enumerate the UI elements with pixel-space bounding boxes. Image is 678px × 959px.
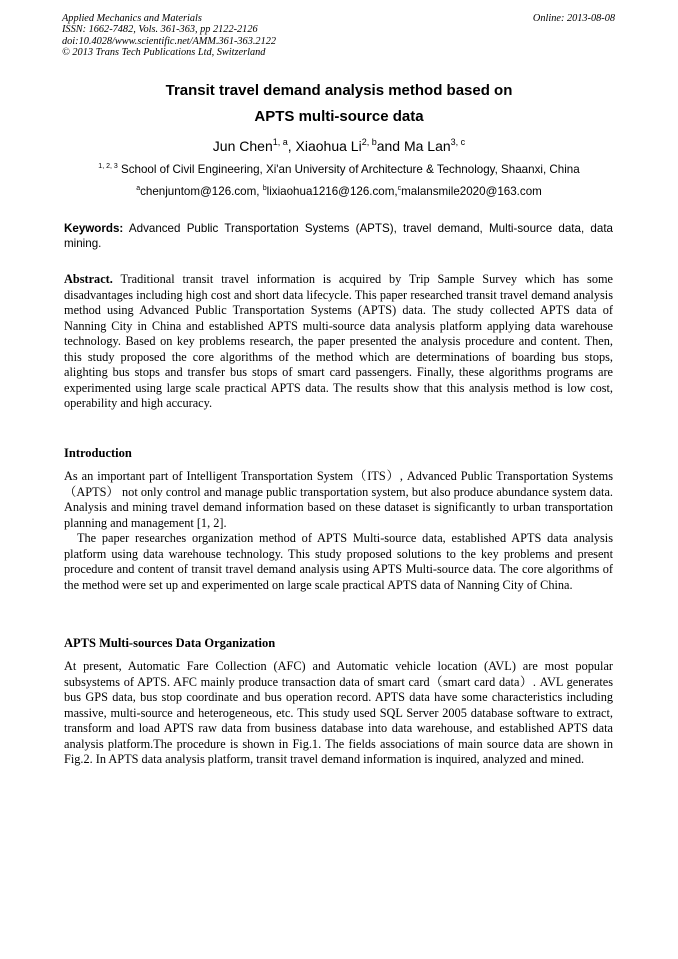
- email-b-sup: b: [262, 185, 267, 192]
- affiliation: [40, 162, 638, 178]
- paper-title: [40, 78, 638, 130]
- author-3-sup: 3, c: [450, 137, 466, 147]
- apts-section-heading: APTS Multi-sources Data Organization: [64, 636, 276, 650]
- keywords-text: Advanced Public Transportation Systems (APTS), travel demand, Multi-source data, data mining.: [64, 222, 613, 250]
- abstract-text: Traditional transit travel information is acquired by Trip Sample Survey which has some disadvantages including high cost and short data lifecycle. This paper researched transit travel demand analysis method using Advanced Public Transportation Systems (APTS) data. The study collected APTS data of Nanning City in China and established APTS multi-source data analysis platform applying data warehouse technology. Based on key problems research, the paper presented the analysis procedure and content. Then, this study proposed the core algorithms of the method which are determinations of boarding bus stops, alighting bus stops and transfer bus stops of smart card passengers. Finally, these algorithms programs are experimented using large scale practical APTS data. The results show that this analysis method is low cost, operability and high accuracy.: [64, 272, 613, 410]
- email-a: chenjuntom@126.com,: [140, 185, 263, 198]
- email-c-sup: c: [397, 185, 402, 192]
- journal-header: [62, 13, 615, 59]
- introduction-paragraph-1: As an important part of Intelligent Transportation System（ITS）, Advanced Public Transportation Systems （APTS） not only control and manage public transportation system, but also produce abundance system data. Analysis and mining travel demand information based on these dataset is significantly to urban transportation planning and management [1, 2].: [64, 469, 613, 530]
- copyright-line: © 2013 Trans Tech Publications Ltd, Switzerland: [62, 47, 266, 59]
- author-list: [40, 136, 638, 156]
- email-b: lixiaohua1216@126.com,: [266, 185, 398, 198]
- abstract: [64, 272, 613, 412]
- title-line-1: Transit travel demand analysis method based on: [165, 82, 513, 99]
- email-a-sup: a: [136, 185, 141, 192]
- introduction-heading: Introduction: [64, 446, 132, 460]
- journal-name: Applied Mechanics and Materials: [62, 13, 202, 24]
- introduction-paragraph-2: The paper researches organization method of APTS Multi-source data, established APTS data analysis platform using data warehouse technology. This study proposed solutions to the key problems and present procedure and content of transit travel demand analysis using APTS Multi-source data. The core algorithms of the method were set up and experimented on large scale practical APTS data of Nanning City of China.: [64, 531, 613, 592]
- affiliation-text: School of Civil Engineering, Xi'an University of Architecture & Technology, Shaanxi, China: [117, 163, 580, 176]
- keywords-label: Keywords:: [64, 222, 124, 235]
- author-separator-2: and Ma Lan: [376, 138, 451, 154]
- author-emails: [40, 184, 638, 200]
- keywords: [64, 221, 613, 251]
- introduction-body: [64, 469, 613, 593]
- abstract-label: Abstract.: [64, 272, 113, 286]
- affiliation-sup: 1, 2, 3: [98, 163, 118, 170]
- issn-line: ISSN: 1662-7482, Vols. 361-363, pp 2122-2126: [62, 24, 258, 36]
- apts-section-body: [64, 659, 613, 768]
- apts-paragraph-1: At present, Automatic Fare Collection (AFC) and Automatic vehicle location (AVL) are most popular subsystems of APTS. AFC mainly produce transaction data of smart card（smart card data）. AVL generates bus GPS data, bus stop coordinate and bus operation record. APTS data have some characteristics including massive, multi-source and heterogeneous, etc. This study used SQL Server 2005 database software to extract, transform and load APTS raw data from business database into data warehouse, and established APTS data analysis platform.The procedure is shown in Fig.1. The fields associations of main source data are shown in Fig.2. In APTS data analysis platform, transit travel demand information is inquired, analyzed and mined.: [64, 659, 613, 766]
- author-2-sup: 2, b: [361, 137, 377, 147]
- author-separator-1: , Xiaohua Li: [287, 138, 362, 154]
- doi-line: doi:10.4028/www.scientific.net/AMM.361-363.2122: [62, 35, 277, 47]
- email-c: malansmile2020@163.com: [401, 185, 542, 198]
- author-1-sup: 1, a: [272, 137, 288, 147]
- title-line-2: APTS multi-source data: [254, 108, 424, 125]
- author-1: Jun Chen: [212, 138, 273, 154]
- online-date: Online: 2013-08-08: [532, 13, 615, 24]
